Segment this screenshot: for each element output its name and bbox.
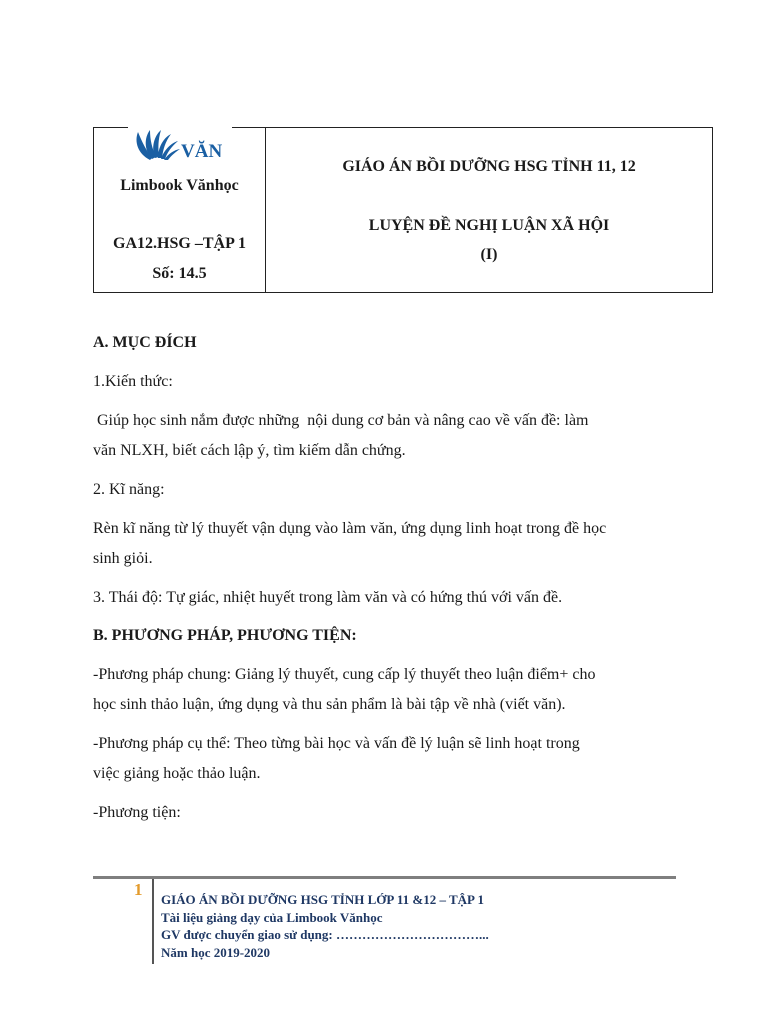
footer-line-1: GIÁO ÁN BỒI DƯỠNG HSG TỈNH LỚP 11 &12 – TẬP 1	[161, 892, 485, 907]
doc-subtitle: LUYỆN ĐỀ NGHỊ LUẬN XÃ HỘI	[368, 217, 610, 234]
pp-chung-line-1: -Phương pháp chung: Giảng lý thuyết, cung cấp lý thuyết theo luận điểm+ cho	[93, 666, 596, 683]
fan-logo-icon	[128, 126, 232, 166]
footer-text-block	[161, 891, 489, 961]
footer-vertical-rule	[152, 879, 154, 964]
org-name: Limbook Vănhọc	[120, 177, 239, 194]
doc-code: GA12.HSG –TẬP 1	[113, 235, 246, 252]
ki-nang-line-1: Rèn kĩ năng từ lý thuyết vận dụng vào làm văn, ứng dụng linh hoạt trong đề học	[93, 520, 607, 537]
header-table	[93, 127, 713, 293]
pp-cu-the-line-2: việc giảng hoặc thảo luận.	[93, 765, 261, 782]
doc-number: Số: 14.5	[152, 265, 207, 282]
limbook-logo	[128, 126, 232, 166]
pp-chung-line-2: học sinh thảo luận, ứng dụng và thu sản phẩm là bài tập về nhà (viết văn).	[93, 696, 566, 713]
footer-divider	[93, 876, 676, 879]
logo-text: VĂN	[181, 141, 223, 162]
pp-cu-the-line-1: -Phương pháp cụ thể: Theo từng bài học và vấn đề lý luận sẽ linh hoạt trong	[93, 735, 580, 752]
kien-thuc-label: 1.Kiến thức:	[93, 373, 173, 390]
header-left-cell	[94, 128, 266, 292]
ki-nang-line-2: sinh giỏi.	[93, 550, 153, 567]
kien-thuc-line-1: Giúp học sinh nắm được những nội dung cơ bản và nâng cao về vấn đề: làm	[93, 412, 589, 429]
footer-line-3: GV được chuyển giao sử dụng: ……………………………...	[161, 927, 489, 942]
section-a-heading: A. MỤC ĐÍCH	[93, 334, 197, 351]
footer-line-4: Năm học 2019-2020	[161, 944, 271, 960]
phuong-tien-label: -Phương tiện:	[93, 804, 181, 821]
kien-thuc-line-2: văn NLXH, biết cách lập ý, tìm kiếm dẫn chứng.	[93, 442, 406, 459]
ki-nang-label: 2. Kĩ năng:	[93, 481, 165, 498]
thai-do-text: 3. Thái độ: Tự giác, nhiệt huyết trong làm văn và có hứng thú với vấn đề.	[93, 589, 563, 606]
header-right-cell	[266, 128, 712, 292]
doc-title: GIÁO ÁN BỒI DƯỠNG HSG TỈNH 11, 12	[342, 158, 636, 175]
page-number: 1	[134, 880, 143, 899]
section-b-heading: B. PHƯƠNG PHÁP, PHƯƠNG TIỆN:	[93, 627, 357, 644]
footer-line-2: Tài liệu giảng dạy của Limbook Vănhọc	[161, 909, 383, 925]
doc-subtitle-part: (I)	[480, 246, 498, 263]
